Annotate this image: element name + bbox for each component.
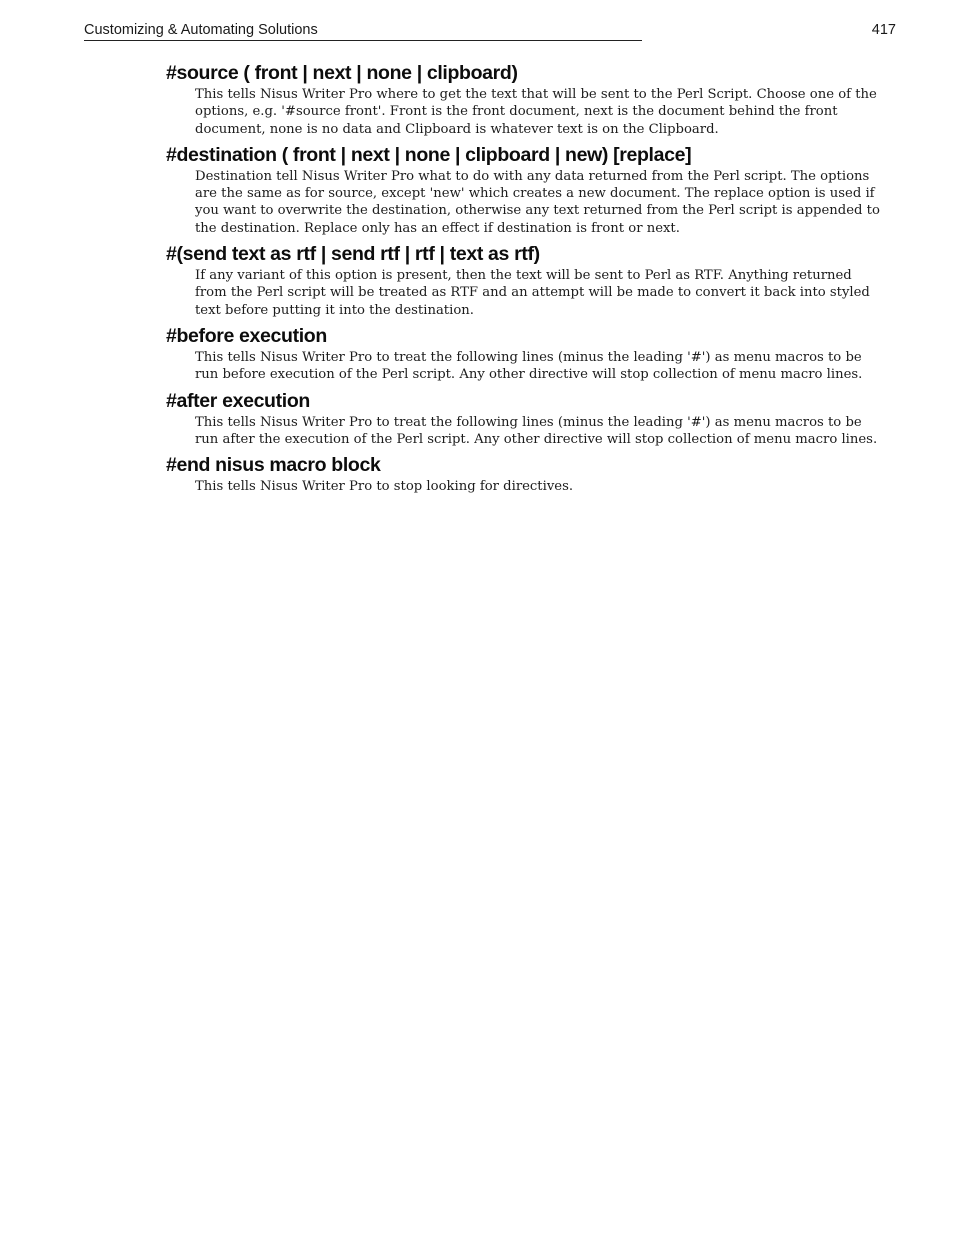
- running-header-title: Customizing & Automating Solutions: [84, 22, 318, 38]
- directive-heading-send-rtf: #(send text as rtf | send rtf | rtf | text as rtf): [166, 243, 540, 266]
- directive-heading-after-execution: #after execution: [166, 389, 310, 412]
- section-before-execution: [166, 323, 886, 384]
- directive-description-after-execution: This tells Nisus Writer Pro to treat the following lines (minus the leading '#') as menu macros to be run after the execution of the Perl script. Any other directive will stop collection of menu macro lines.: [195, 414, 878, 447]
- directive-description-send-rtf: If any variant of this option is present, then the text will be sent to Perl as RTF. Anything returned from the Perl script will be treated as RTF and an attempt will be made to convert it back into styled text before putting it into the destination.: [195, 268, 870, 318]
- page-number: 417: [871, 22, 896, 38]
- directive-heading-before-execution: #before execution: [166, 324, 327, 347]
- page-header: [84, 20, 896, 42]
- section-end-macro-block: [166, 452, 886, 495]
- directive-heading-destination: #destination ( front | next | none | clipboard | new) [replace]: [166, 143, 692, 166]
- page-content: [166, 60, 886, 499]
- directive-description-end-macro-block: This tells Nisus Writer Pro to stop looking for directives.: [195, 479, 574, 495]
- section-after-execution: [166, 388, 886, 449]
- header-rule: [84, 40, 642, 41]
- section-destination: [166, 142, 886, 237]
- section-send-rtf: [166, 241, 886, 319]
- directive-description-source: This tells Nisus Writer Pro where to get the text that will be sent to the Perl Script. Choose one of the options, e.g. '#source front'. Front is the front document, next is the document behind the front document, none is no data and Clipboard is whatever text is on the Clipboard.: [195, 87, 877, 137]
- directive-heading-source: #source ( front | next | none | clipboard): [166, 62, 518, 84]
- directive-description-before-execution: This tells Nisus Writer Pro to treat the following lines (minus the leading '#') as menu macros to be run before execution of the Perl script. Any other directive will stop collection of menu macro lines.: [195, 349, 863, 383]
- directive-heading-end-macro-block: #end nisus macro block: [166, 454, 381, 477]
- directive-description-destination: Destination tell Nisus Writer Pro what to do with any data returned from the Perl script. The options are the same as for source, except 'new' which creates a new document. The replace option is used if you want to overwrite the destination, otherwise any text returned from the Perl script is appended to the destination. Replace only has an effect if destination is front or next.: [195, 168, 880, 236]
- section-source: [166, 60, 886, 138]
